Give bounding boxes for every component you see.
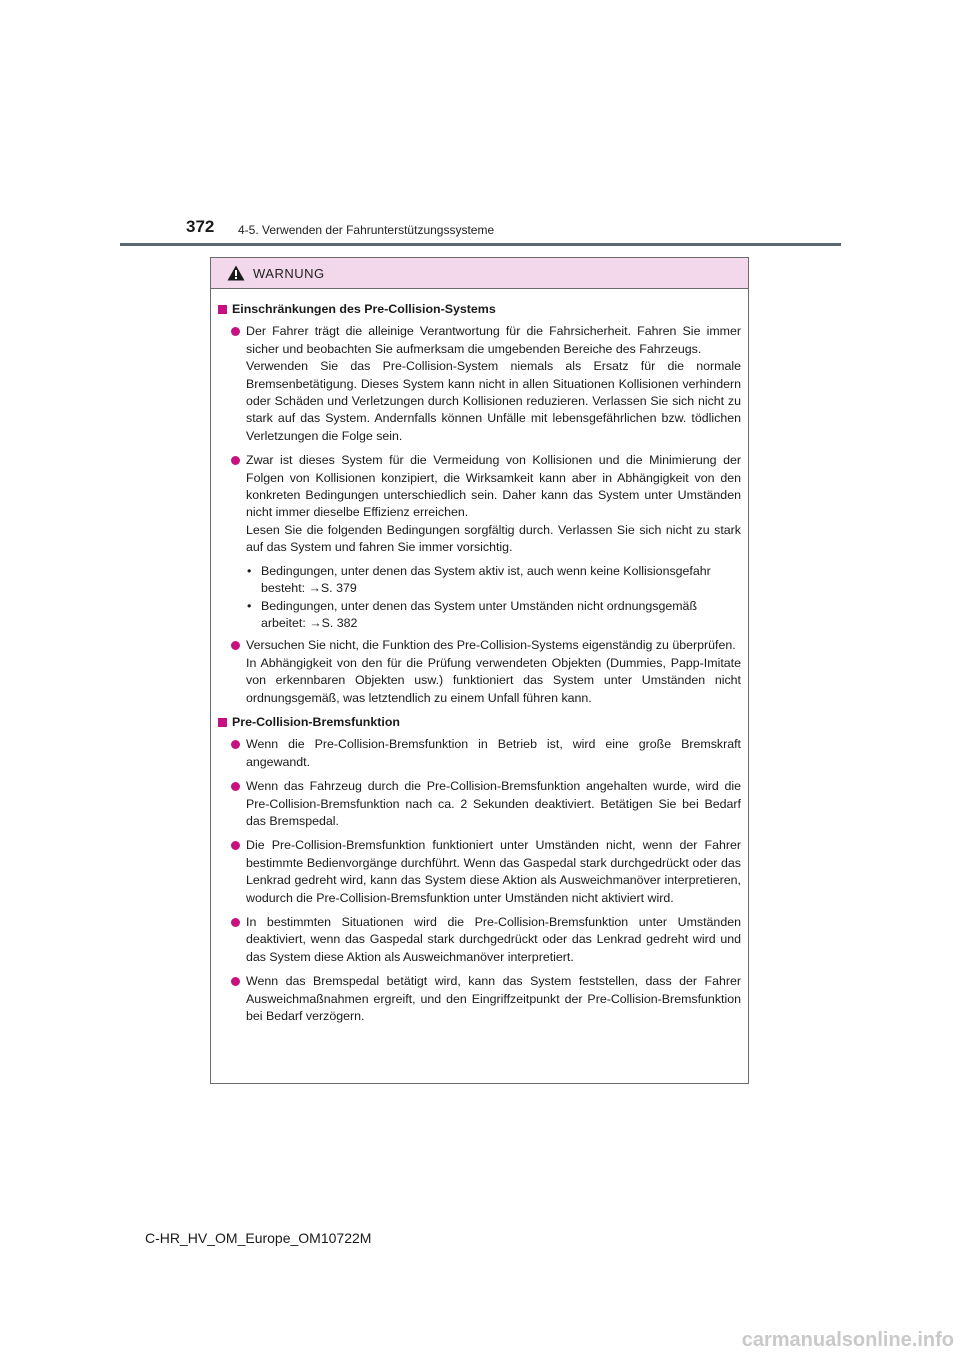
bullet-text: Wenn das Bremspedal betätigt wird, kann das System feststellen, dass der Fahrer Ausweichmaßnahmen ergreift, und den Eingriffzeitpunkt der Pre-Collision-Bremsfunktion bei Bedarf verzögern. [246,974,741,1024]
bullet-text: Der Fahrer trägt die alleinige Verantwortung für die Fahrsicherheit. Fahren Sie immer sicher und beobachten Sie aufmerksam die umgebenden Bereiche des Fahrzeugs. [246,324,741,356]
bullet-text: Versuchen Sie nicht, die Funktion des Pre-Collision-Systems eigenständig zu überprüfen. [246,638,736,653]
section-heading-limitations [217,301,741,318]
square-bullet-icon [218,305,227,314]
warning-box [210,257,749,1084]
list-item [231,837,741,907]
section-heading-text: Einschränkungen des Pre-Collision-Systems [232,302,496,316]
condition-item [247,563,741,598]
round-bullet-icon [231,977,240,986]
bullet-text-continued: Lesen Sie die folgenden Bedingungen sorgfältig durch. Verlassen Sie sich nicht zu stark auf das System und fahren Sie immer vorsichtig. [246,522,741,555]
list-item [231,736,741,771]
list-item [231,778,741,830]
section-title: 4-5. Verwenden der Fahrunterstützungssysteme [238,223,495,237]
warning-triangle-icon [227,265,245,281]
square-bullet-icon [218,718,227,727]
warning-title: WARNUNG [253,265,325,281]
bullet-text: Die Pre-Collision-Bremsfunktion funktioniert unter Umständen nicht, wenn der Fahrer bestimmte Bedienvorgänge durchführt. Wenn das Gaspedal stark durchgedrückt oder das Lenkrad gedreht wird, kann das System diese Aktion als Ausweichmanöver interpretieren, wodurch die Pre-Collision-Bremsfunktion unter Umständen nicht aktiviert wird. [246,838,741,905]
section-heading-text: Pre-Collision-Bremsfunktion [232,714,400,729]
round-bullet-icon [231,841,240,850]
dot-marker: • [247,563,252,578]
round-bullet-icon [231,740,240,749]
bullet-text: Zwar ist dieses System für die Vermeidung von Kollisionen und die Minimierung der Folgen von Kollisionen konzipiert, die Wirksamkeit kann aber in Abhängigkeit von den konkreten Bedingungen unterschiedlich sein. Daher kann das System unter Umständen nicht immer dieselbe Effizienz erreichen. [246,453,741,520]
bullet-text-continued: Verwenden Sie das Pre-Collision-System niemals als Ersatz für die normale Bremsenbetätigung. Dieses System kann nicht in allen Situationen Kollisionen verhindern oder Schäden und Verletzungen durch Kollisionen reduzieren. Verlassen Sie sich nicht zu stark auf das System. Andernfalls können Unfälle mit lebensgefährlichen bzw. tödlichen Verletzungen die Folge sein. [246,359,741,443]
round-bullet-icon [231,327,240,336]
document-code: C-HR_HV_OM_Europe_OM10722M [145,1230,372,1246]
list-item [231,973,741,1025]
list-item [231,637,741,707]
condition-item [247,598,741,633]
round-bullet-icon [231,918,240,927]
condition-text: Bedingungen, unter denen das System unter Umständen nicht ordnungsgemäß arbeitet: →S. 382 [261,598,698,630]
bullet-text: In bestimmten Situationen wird die Pre-Collision-Bremsfunktion unter Umständen deaktiviert, wenn das Gaspedal stark durchgedrückt oder das Lenkrad gedreht wird und das System diese Aktion als Ausweichmanöver interpretiert. [246,915,741,964]
condition-text: Bedingungen, unter denen das System aktiv ist, auch wenn keine Kollisionsgefahr besteht: →S. 379 [261,563,711,596]
section-heading-braking [217,714,741,731]
list-item [231,452,741,556]
dot-marker: • [247,598,252,613]
bullet-text: Wenn das Fahrzeug durch die Pre-Collision-Bremsfunktion angehalten wurde, wird die Pre-Collision-Bremsfunktion nach ca. 2 Sekunden deaktiviert. Betätigen Sie bei Bedarf das Bremspedal. [246,779,741,828]
bullet-text: Wenn die Pre-Collision-Bremsfunktion in Betrieb ist, wird eine große Bremskraft angewandt. [246,737,741,769]
round-bullet-icon [231,782,240,791]
list-item [231,323,741,445]
bullet-text-continued: In Abhängigkeit von den für die Prüfung verwendeten Objekten (Dummies, Papp-Imitate von erkennbaren Objekten usw.) funktioniert das System unter Umständen nicht ordnungsgemäß, was letztendlich zu einem Unfall führen kann. [246,655,741,705]
header-rule [120,243,841,246]
round-bullet-icon [231,641,240,650]
watermark: carmanualsonline.info [741,1329,954,1351]
page-number: 372 [186,217,215,236]
condition-list [217,563,741,633]
warning-content [211,289,748,1025]
list-item [231,914,741,966]
warning-header [211,258,748,289]
round-bullet-icon [231,456,240,465]
